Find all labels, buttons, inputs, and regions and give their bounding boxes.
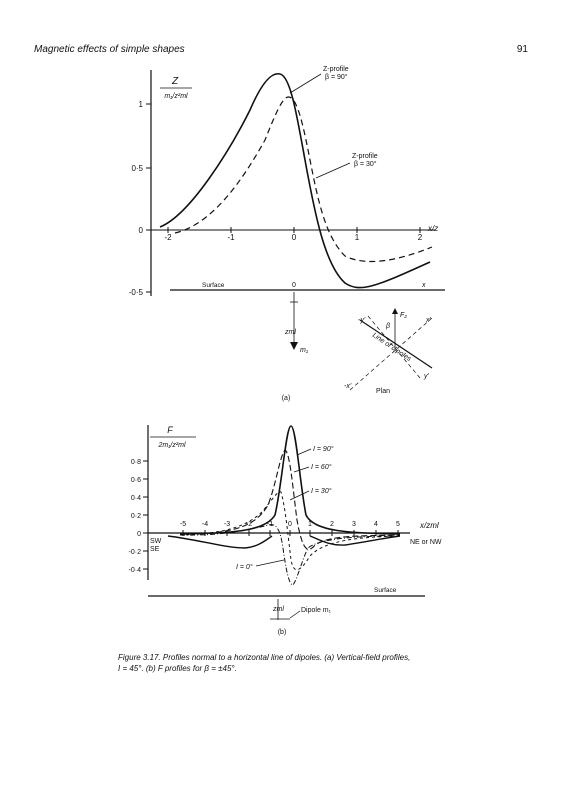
page-number: 91 bbox=[516, 44, 528, 55]
b-xtick-0: 0 bbox=[288, 521, 292, 528]
a-plan-neg-x: -x' bbox=[344, 383, 352, 390]
a-xtick-m2: -2 bbox=[164, 233, 172, 242]
b-xtick-4: 4 bbox=[374, 521, 378, 528]
b-dipole-label: Dipole m₁ bbox=[301, 607, 331, 614]
a-xtick-m1: -1 bbox=[227, 233, 235, 242]
a-xtick-0: 0 bbox=[291, 233, 297, 242]
b-xtick-m5: -5 bbox=[179, 521, 187, 528]
a-xtick-1: 1 bbox=[354, 233, 360, 242]
b-xtick-m1: -1 bbox=[266, 521, 274, 528]
b-ytick-02: 0·2 bbox=[130, 513, 141, 520]
b-xtick-m3: -3 bbox=[223, 521, 231, 528]
b-dir-left-1: SW bbox=[150, 538, 162, 545]
running-title: Magnetic effects of simple shapes bbox=[34, 44, 185, 55]
b-xtick-3: 3 bbox=[352, 521, 356, 528]
a-depth-label: zml bbox=[285, 329, 296, 336]
b-xlabel: x/zml bbox=[420, 521, 439, 530]
b-ytick-m02: -0·2 bbox=[128, 549, 141, 556]
a-curve-beta90 bbox=[160, 74, 430, 288]
a-curve-label-2: Z-profile bbox=[352, 153, 378, 160]
caption-line-1: Figure 3.17. Profiles normal to a horizontal line of dipoles. (a) Vertical-field profiles, bbox=[118, 653, 411, 662]
b-label-i0: I = 0° bbox=[236, 564, 253, 571]
b-label-i60: I = 60° bbox=[311, 464, 332, 471]
b-xtick-m4: -4 bbox=[201, 521, 209, 528]
b-ytick-08: 0·8 bbox=[130, 459, 141, 466]
figure-a bbox=[129, 66, 445, 402]
b-xtick-m2: -2 bbox=[245, 521, 253, 528]
b-label-i30: I = 30° bbox=[311, 488, 332, 495]
a-ylabel-den: m₁/z²ml bbox=[164, 93, 188, 100]
a-moment-label: m₁ bbox=[300, 347, 309, 354]
a-ytick-1: 1 bbox=[138, 100, 143, 109]
b-curve-i90-right-lobe bbox=[310, 536, 400, 545]
figure-b bbox=[129, 425, 442, 636]
a-plan-x: x' bbox=[426, 317, 431, 324]
b-ylabel-num: F bbox=[167, 425, 173, 435]
a-figure-label: (a) bbox=[281, 395, 291, 402]
b-ytick-0: 0 bbox=[137, 531, 141, 538]
a-plan-inset bbox=[344, 308, 432, 395]
b-ylabel-den: 2m₁/z²ml bbox=[158, 442, 186, 449]
a-plan-line-label: Line of dipoles bbox=[370, 331, 413, 363]
figure-caption bbox=[118, 652, 478, 674]
b-curve-i90 bbox=[179, 426, 400, 534]
b-dir-left-2: SE bbox=[150, 546, 160, 553]
b-figure-label: (b) bbox=[277, 629, 287, 636]
a-plan-label: Plan bbox=[376, 388, 391, 395]
b-xtick-2: 2 bbox=[330, 521, 334, 528]
caption-line-2: I = 45°. (b) F profiles for β = ±45°. bbox=[118, 664, 237, 673]
b-curve-i90-left-lobe bbox=[168, 536, 272, 548]
a-plan-neg-y: -y' bbox=[358, 317, 366, 324]
b-label-i90: I = 90° bbox=[313, 446, 334, 453]
a-curve-label-2-sub: β = 30° bbox=[354, 161, 377, 168]
a-zero-label: 0 bbox=[292, 282, 296, 289]
a-xtick-2: 2 bbox=[417, 233, 423, 242]
a-xlabel: x/z bbox=[428, 224, 439, 233]
b-ytick-04: 0·4 bbox=[130, 495, 141, 502]
a-ylabel-num: Z bbox=[171, 76, 179, 87]
b-dir-right: NE or NW bbox=[410, 539, 442, 546]
a-curve-label-1-sub: β = 90° bbox=[325, 74, 348, 81]
a-ytick-0: 0 bbox=[138, 226, 143, 235]
b-depth-label: zml bbox=[273, 606, 284, 613]
a-plan-beta: β bbox=[386, 323, 390, 330]
b-surface-label: Surface bbox=[374, 587, 397, 594]
b-xtick-5: 5 bbox=[396, 521, 400, 528]
a-surface-label: Surface bbox=[202, 282, 225, 289]
a-curve-beta30 bbox=[175, 97, 432, 262]
a-ytick-m05: -0·5 bbox=[128, 288, 143, 297]
b-ytick-06: 0·6 bbox=[130, 477, 141, 484]
a-plan-y: y' bbox=[424, 373, 429, 380]
a-plan-fz: F₂ bbox=[400, 312, 407, 319]
b-xtick-1: 1 bbox=[308, 521, 312, 528]
a-x-arrow-label: x bbox=[422, 282, 426, 289]
a-ytick-05: 0·5 bbox=[131, 164, 143, 173]
a-curve-label-1: Z-profile bbox=[323, 66, 349, 73]
b-ytick-m04: -0·4 bbox=[128, 567, 141, 574]
